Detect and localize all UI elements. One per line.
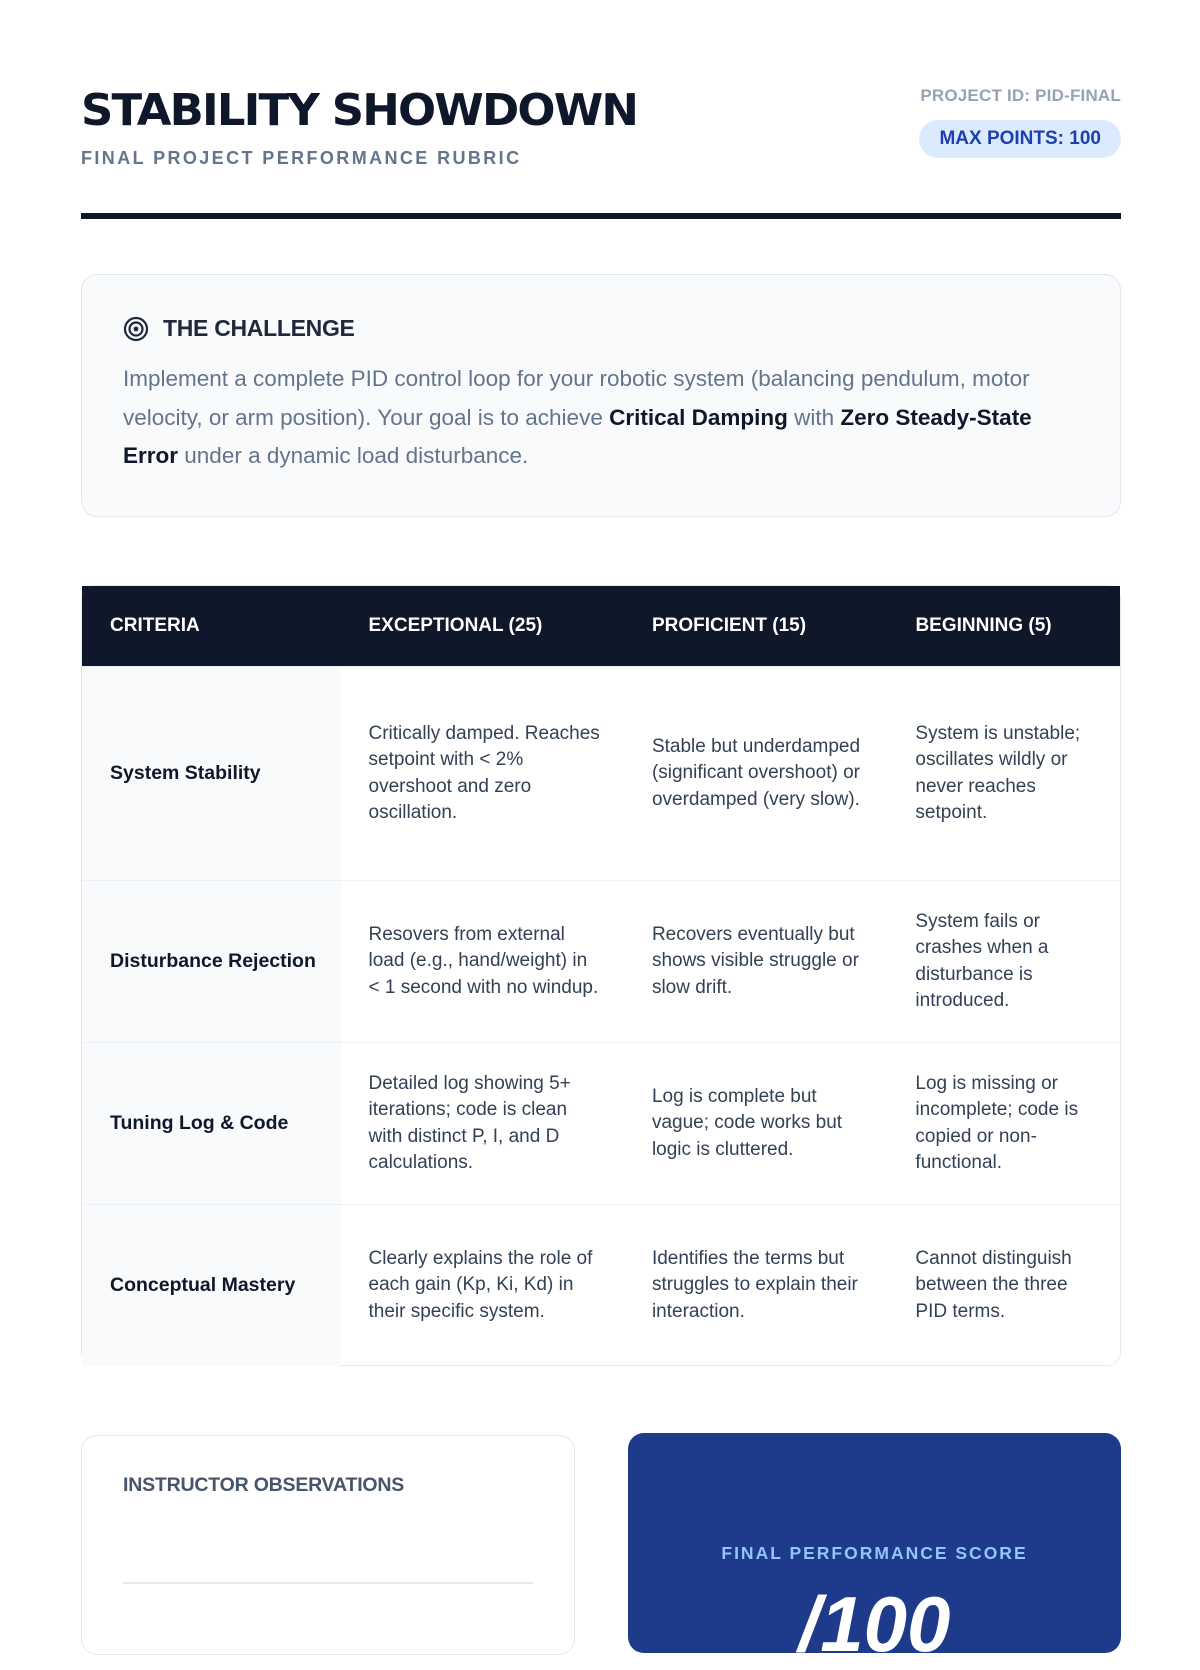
max-points-badge: MAX POINTS: 100 — [919, 120, 1121, 158]
challenge-text-part: under a dynamic load disturbance. — [178, 443, 529, 468]
challenge-emphasis: Critical Damping — [609, 404, 788, 430]
exceptional-cell: Clearly explains the role of each gain (Kp, Ki, Kd) in their specific system. — [368, 1247, 593, 1322]
proficient-cell: Log is complete but vague; code works but logic is cluttered. — [651, 1085, 843, 1160]
challenge-emphasis: Zero Steady-State Error — [123, 404, 1032, 468]
challenge-text — [123, 360, 1079, 476]
beginning-cell: Log is missing or incomplete; code is copied or non-functional. — [915, 1072, 1079, 1173]
table-row — [82, 666, 1120, 880]
header-proficient: PROFICIENT (15) — [651, 615, 807, 636]
final-score-value: /100 — [798, 1580, 951, 1668]
table-row — [82, 1204, 1120, 1366]
proficient-cell: Stable but underdamped (significant overshoot) or overdamped (very slow). — [651, 735, 861, 810]
criteria-cell: Conceptual Mastery — [82, 1205, 341, 1366]
table-header-row — [82, 586, 1120, 666]
beginning-cell: System fails or crashes when a disturbance is introduced. — [915, 910, 1049, 1011]
proficient-cell: Recovers eventually but shows visible struggle or slow drift. — [651, 923, 859, 998]
final-score-label: FINAL PERFORMANCE SCORE — [721, 1543, 1028, 1563]
target-icon — [123, 316, 149, 342]
observations-title: INSTRUCTOR OBSERVATIONS — [123, 1474, 405, 1496]
instructor-observations-card — [81, 1435, 575, 1655]
header-criteria: CRITERIA — [110, 615, 200, 636]
observation-line[interactable] — [123, 1582, 533, 1584]
challenge-text-part: Implement a complete PID control loop for your robotic system (balancing pendulum, motor velocity, or arm position). Your goal is to achieve — [123, 366, 1030, 430]
proficient-cell: Identifies the terms but struggles to explain their interaction. — [651, 1247, 858, 1322]
page-title: STABILITY SHOWDOWN — [81, 85, 638, 136]
criteria-cell: Tuning Log & Code — [82, 1043, 341, 1204]
challenge-text-part: with — [787, 404, 841, 430]
exceptional-cell: Critically damped. Reaches setpoint with < 2% overshoot and zero oscillation. — [368, 722, 600, 823]
challenge-title: THE CHALLENGE — [163, 315, 355, 341]
beginning-cell: Cannot distinguish between the three PID terms. — [915, 1247, 1072, 1322]
header-divider — [81, 213, 1121, 219]
page-header — [81, 86, 1121, 178]
final-score-card — [628, 1433, 1121, 1668]
criteria-cell: System Stability — [82, 667, 341, 880]
challenge-header — [123, 315, 1079, 342]
page-subtitle: FINAL PROJECT PERFORMANCE RUBRIC — [81, 148, 522, 168]
table-row — [82, 1042, 1120, 1204]
table-row — [82, 880, 1120, 1042]
exceptional-cell: Resovers from external load (e.g., hand/weight) in < 1 second with no windup. — [368, 923, 599, 998]
criteria-cell: Disturbance Rejection — [82, 881, 341, 1042]
beginning-cell: System is unstable; oscillates wildly or never reaches setpoint. — [915, 722, 1081, 823]
header-beginning: BEGINNING (5) — [915, 615, 1052, 636]
exceptional-cell: Detailed log showing 5+ iterations; code is clean with distinct P, I, and D calculations. — [368, 1072, 571, 1173]
rubric-table — [81, 585, 1121, 1366]
project-id: PROJECT ID: PID-FINAL — [920, 86, 1121, 105]
challenge-card — [81, 274, 1121, 517]
header-exceptional: EXCEPTIONAL (25) — [368, 615, 543, 636]
